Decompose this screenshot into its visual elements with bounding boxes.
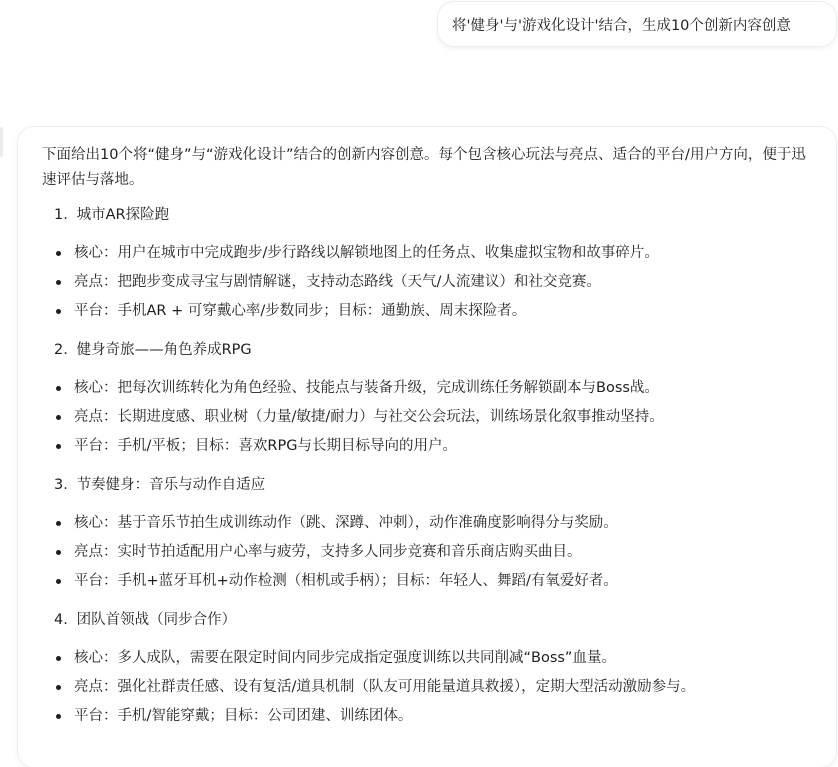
idea-bullet-text: 亮点：实时节拍适配用户心率与疲劳，支持多人同步竞赛和音乐商店购买曲目。 bbox=[74, 544, 582, 560]
idea-title-text: 城市AR探险跑 bbox=[76, 207, 170, 223]
idea-bullet bbox=[42, 434, 816, 459]
idea-bullet-text: 亮点：长期进度感、职业树（力量/敏捷/耐力）与社交公会玩法，训练场景化叙事推动坚持。 bbox=[74, 409, 664, 425]
idea-title bbox=[54, 338, 816, 362]
bullet-dot-icon bbox=[56, 251, 61, 256]
bullet-dot-icon bbox=[56, 714, 61, 719]
idea-title bbox=[54, 203, 816, 227]
idea-bullet-text: 平台：手机/平板；目标：喜欢RPG与长期目标导向的用户。 bbox=[74, 438, 457, 454]
idea-bullet-text: 核心：把每次训练转化为角色经验、技能点与装备升级，完成训练任务解锁副本与Boss战。 bbox=[74, 380, 659, 396]
answer-intro: 下面给出10个将“健身”与“游戏化设计”结合的创新内容创意。每个包含核心玩法与亮点、适合的平台/用户方向，便于迅速评估与落地。 bbox=[42, 147, 806, 188]
idea-bullet bbox=[42, 675, 816, 700]
answer-side-marker bbox=[0, 127, 3, 157]
idea-bullet-text: 平台：手机AR + 可穿戴心率/步数同步；目标：通勤族、周末探险者。 bbox=[74, 303, 527, 319]
idea-bullet bbox=[42, 540, 816, 565]
idea-bullets bbox=[42, 241, 816, 324]
bullet-dot-icon bbox=[56, 444, 61, 449]
idea-bullet bbox=[42, 405, 816, 430]
bullet-dot-icon bbox=[56, 656, 61, 661]
bullet-dot-icon bbox=[56, 521, 61, 526]
idea-bullets bbox=[42, 646, 816, 729]
idea-bullet bbox=[42, 241, 816, 266]
idea-section-4 bbox=[42, 608, 816, 729]
bullet-dot-icon bbox=[56, 685, 61, 690]
bullet-dot-icon bbox=[56, 386, 61, 391]
idea-title-text: 健身奇旅——角色养成RPG bbox=[76, 342, 252, 358]
idea-bullet bbox=[42, 646, 816, 671]
idea-bullets bbox=[42, 376, 816, 459]
user-message-row bbox=[0, 0, 838, 60]
idea-section-2 bbox=[42, 338, 816, 459]
idea-bullet-text: 核心：基于音乐节拍生成训练动作（跳、深蹲、冲刺），动作准确度影响得分与奖励。 bbox=[74, 515, 618, 531]
idea-number: 1. bbox=[54, 207, 68, 223]
idea-bullets bbox=[42, 511, 816, 594]
idea-section-1 bbox=[42, 203, 816, 324]
bullet-dot-icon bbox=[56, 415, 61, 420]
idea-title-text: 节奏健身：音乐与动作自适应 bbox=[76, 477, 266, 493]
bullet-dot-icon bbox=[56, 309, 61, 314]
user-message-bubble bbox=[438, 2, 836, 46]
idea-bullet bbox=[42, 704, 816, 729]
idea-bullet-text: 平台：手机+蓝牙耳机+动作检测（相机或手柄）；目标：年轻人、舞蹈/有氧爱好者。 bbox=[74, 573, 618, 589]
idea-bullet bbox=[42, 376, 816, 401]
idea-bullet bbox=[42, 511, 816, 536]
idea-number: 4. bbox=[54, 612, 68, 628]
idea-title bbox=[54, 473, 816, 497]
idea-bullet-text: 亮点：把跑步变成寻宝与剧情解谜，支持动态路线（天气/人流建议）和社交竞赛。 bbox=[74, 274, 601, 290]
idea-number: 3. bbox=[54, 477, 68, 493]
bullet-dot-icon bbox=[56, 579, 61, 584]
idea-section-3 bbox=[42, 473, 816, 594]
idea-bullet-text: 平台：手机/智能穿戴；目标：公司团建、训练团体。 bbox=[74, 708, 413, 724]
bullet-dot-icon bbox=[56, 550, 61, 555]
idea-bullet-text: 核心：多人成队，需要在限定时间内同步完成指定强度训练以共同削减“Boss”血量。 bbox=[74, 650, 616, 666]
assistant-answer-card bbox=[18, 127, 836, 767]
user-message-text: 将'健身'与'游戏化设计'结合，生成10个创新内容创意 bbox=[452, 17, 791, 34]
idea-title-text: 团队首领战（同步合作） bbox=[76, 612, 237, 628]
idea-bullet bbox=[42, 569, 816, 594]
idea-number: 2. bbox=[54, 342, 68, 358]
idea-bullet-text: 核心：用户在城市中完成跑步/步行路线以解锁地图上的任务点、收集虚拟宝物和故事碎片。 bbox=[74, 245, 659, 261]
idea-bullet-text: 亮点：强化社群责任感、设有复活/道具机制（队友可用能量道具救援），定期大型活动激励参与。 bbox=[74, 679, 696, 695]
idea-title bbox=[54, 608, 816, 632]
idea-bullet bbox=[42, 299, 816, 324]
idea-bullet bbox=[42, 270, 816, 295]
bullet-dot-icon bbox=[56, 280, 61, 285]
